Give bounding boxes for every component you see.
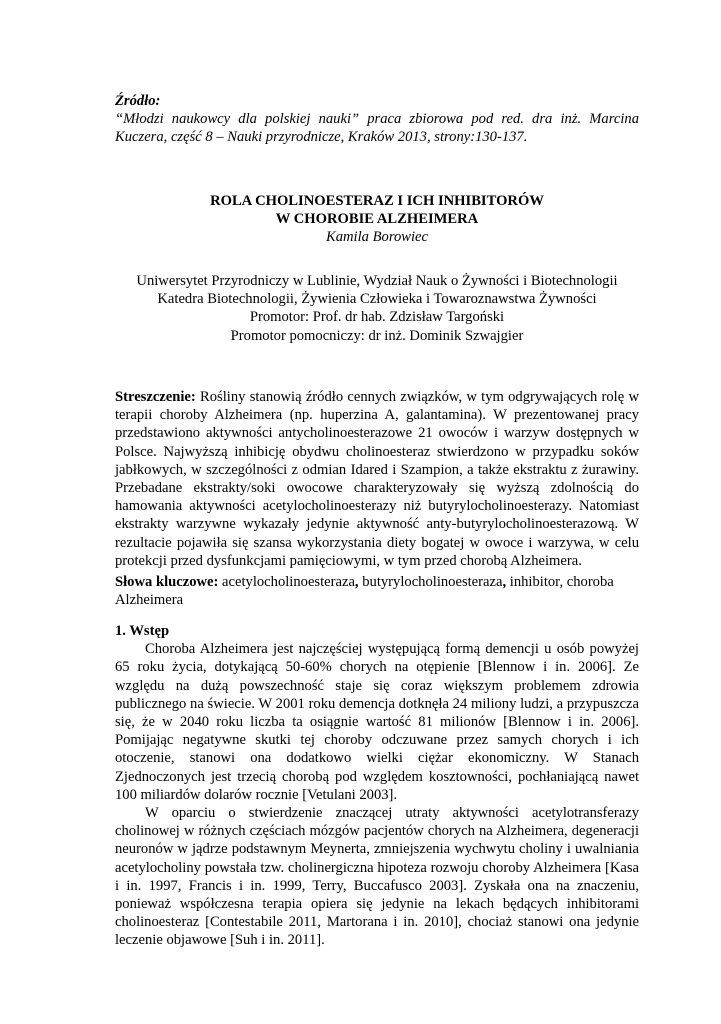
source-label: Źródło: <box>115 93 161 109</box>
affiliation-line: Promotor pomocniczy: dr inż. Dominik Szwajgier <box>230 327 524 344</box>
source-citation <box>115 110 639 146</box>
title-line: ROLA CHOLINOESTERAZ I ICH INHIBITORÓW <box>210 193 544 209</box>
keywords-label: Słowa kluczowe: <box>115 574 219 590</box>
keyword: inhibitor, choroba Alzheimera <box>115 574 614 609</box>
affiliation-line: Katedra Biotechnologii, Żywienia Człowieka i Towaroznawstwa Żywności <box>157 291 597 308</box>
affiliation-line: Uniwersytet Przyrodniczy w Lublinie, Wydział Nauk o Żywności i Biotechnologii <box>136 273 618 289</box>
abstract-label: Streszczenie: <box>115 389 196 405</box>
keyword: acetylocholinoesteraza <box>222 574 355 590</box>
title-block <box>115 192 639 247</box>
title-line: W CHOROBIE ALZHEIMERA <box>275 211 479 228</box>
section-heading: 1. Wstęp <box>115 623 170 639</box>
source-line: Kuczera, część 8 – Nauki przyrodnicze, Kraków 2013, strony:130-137. <box>115 129 528 146</box>
source-note <box>115 92 639 147</box>
affiliation-block <box>100 272 654 345</box>
source-line: “Młodzi naukowcy dla polskiej nauki” praca zbiorowa pod red. dra inż. Marcina <box>115 111 639 128</box>
body-paragraph: W oparciu o stwierdzenie znaczącej utraty aktywności acetylotransferazy cholinowej w różnych częściach mózgów pacjentów chorych na Alzheimera, degeneracji neuronów w jądrze podstawnym Meynerta, zmniejszenia wychwytu choliny i uwalniania acetylocholiny powstała tzw. cholinergiczna hipoteza rozwoju choroby Alzheimera [Kasa i in. 1997, Francis i in. 1999, Terry, Buccafusco 2003]. Zyskała ona na znaczeniu, ponieważ współczesna terapia opiera się jedynie na lekach będących inhibitorami cholinoesteraz [Contestabile 2011, Martorana i in. 2010], chociaż stanowi ona jedynie leczenie objawowe [Suh i in. 2011]. <box>115 805 639 949</box>
keyword-separator: , <box>354 574 359 590</box>
keyword-separator: , <box>502 574 507 590</box>
body-paragraph: Choroba Alzheimera jest najczęściej występującą formą demencji u osób powyżej 65 roku życia, dotykającą 50-60% chorych na otępienie [Blennow i in. 2006]. Ze względu na dużą powszechność staje się coraz większym problemem zdrowia publicznego na świecie. W 2001 roku demencja dotknęła 24 miliony ludzi, a przypuszcza się, że w 2040 roku liczba ta osiągnie wartość 81 milionów [Blennow i in. 2006]. Pomijając negatywne skutki tej choroby odczuwane przez samych chorych i ich otoczenie, stanowi ona dodatkowo wielki ciężar ekonomiczny. W Stanach Zjednoczonych jest trzecią chorobą pod względem kosztowności, pochłaniającą nawet 100 miliardów dolarów rocznie [Vetulani 2003]. <box>115 641 639 803</box>
keywords <box>115 573 639 609</box>
keyword: butyrylocholinoesteraza <box>362 574 503 590</box>
affiliation-line: Promotor: Prof. dr hab. Zdzisław Targoński <box>249 309 505 326</box>
abstract-text: Rośliny stanowią źródło cennych związków, w tym odgrywających rolę w terapii choroby Alzheimera (np. huperzina A, galantamina). W prezentowanej pracy przedstawiono aktywności antycholinoesterazowe 21 owoców i warzyw dostępnych w Polsce. Najwyższą inhibicję obydwu cholinoesteraz stwierdzono w przypadku soków jabłkowych, w szczególności z odmian Idared i Szampion, a także ekstraktu z żurawiny. Przebadane ekstrakty/soki owocowe charakteryzowały się wyższą zdolnością do hamowania aktywności acetylocholinoesterazy niż butyrylocholinoesterazy. Natomiast ekstrakty warzywne wykazały jedynie aktywność anty-butyrylocholinoesterazową. W rezultacie pojawiła się szansa wykorzystania diety bogatej w owoce i warzywa, w celu protekcji przed dysfunkcjami pamięciowymi, w tym przed chorobą Alzheimera. <box>115 389 639 569</box>
author-name: Kamila Borowiec <box>325 229 428 246</box>
abstract <box>115 388 639 570</box>
section-introduction <box>115 622 639 950</box>
